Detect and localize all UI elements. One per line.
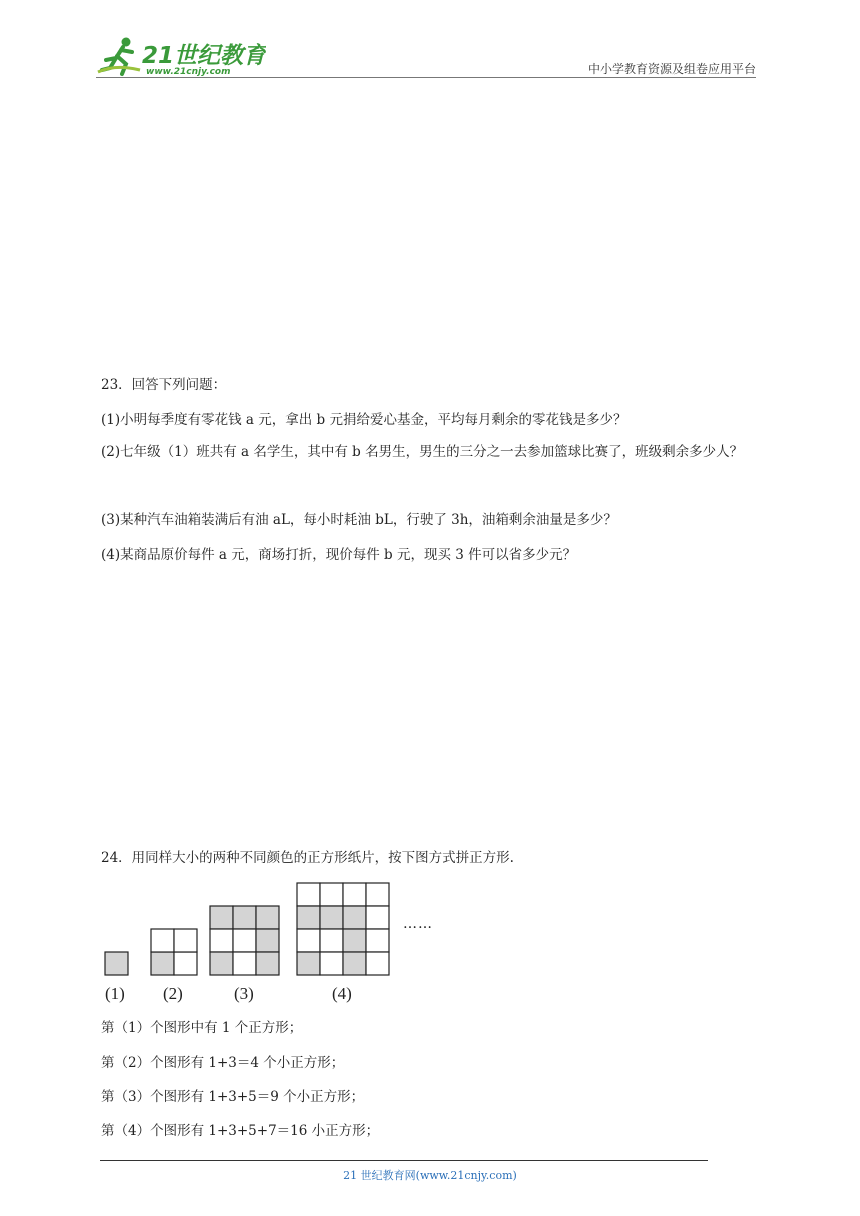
figure-label-3: (3) [234, 984, 254, 1003]
footer-link[interactable]: 21 世纪教育网(www.21cnjy.com) [343, 1169, 517, 1182]
platform-name: 中小学教育资源及组卷应用平台 [587, 62, 756, 76]
q23-title: 23．回答下列问题： [101, 377, 227, 393]
q23-part1: (1)小明每季度有零花钱 a 元，拿出 b 元捐给爱心基金，平均每月剩余的零花钱是多少？ [101, 412, 627, 428]
site-logo [96, 34, 266, 78]
ellipsis: …… [403, 916, 433, 932]
logo-url: www.21cnjy.com [146, 67, 231, 77]
figure-3 [210, 906, 279, 975]
figure-label-2: (2) [163, 984, 183, 1003]
figure-label-4: (4) [332, 984, 352, 1003]
q24-line-4: 第（4）个图形有 1+3+5+7＝16 小正方形； [101, 1123, 380, 1139]
q24-line-2: 第（2）个图形有 1+3＝4 个小正方形； [101, 1055, 345, 1071]
figure-label-1: (1) [105, 984, 125, 1003]
footer-divider [100, 1160, 708, 1161]
figure-2 [151, 929, 197, 975]
logo-text: 21世纪教育 [142, 43, 266, 69]
figure-4 [297, 883, 389, 975]
runner-icon [98, 38, 140, 75]
q24-line-3: 第（3）个图形有 1+3+5＝9 个小正方形； [101, 1089, 365, 1105]
q23-part2: (2)七年级（1）班共有 a 名学生，其中有 b 名男生，男生的三分之一去参加篮球比赛了，班级剩余多少人？ [101, 444, 744, 460]
square-pattern-figure [96, 876, 396, 984]
header-divider [96, 77, 756, 78]
q23-part4: (4)某商品原价每件 a 元，商场打折，现价每件 b 元，现买 3 件可以省多少元？ [101, 547, 577, 563]
q24-title: 24．用同样大小的两种不同颜色的正方形纸片，按下图方式拼正方形. [101, 850, 514, 866]
q23-part3: (3)某种汽车油箱装满后有油 aL，每小时耗油 bL，行驶了 3h，油箱剩余油量是多少？ [101, 512, 617, 528]
q24-line-1: 第（1）个图形中有 1 个正方形； [101, 1020, 303, 1036]
figure-1 [105, 952, 128, 975]
